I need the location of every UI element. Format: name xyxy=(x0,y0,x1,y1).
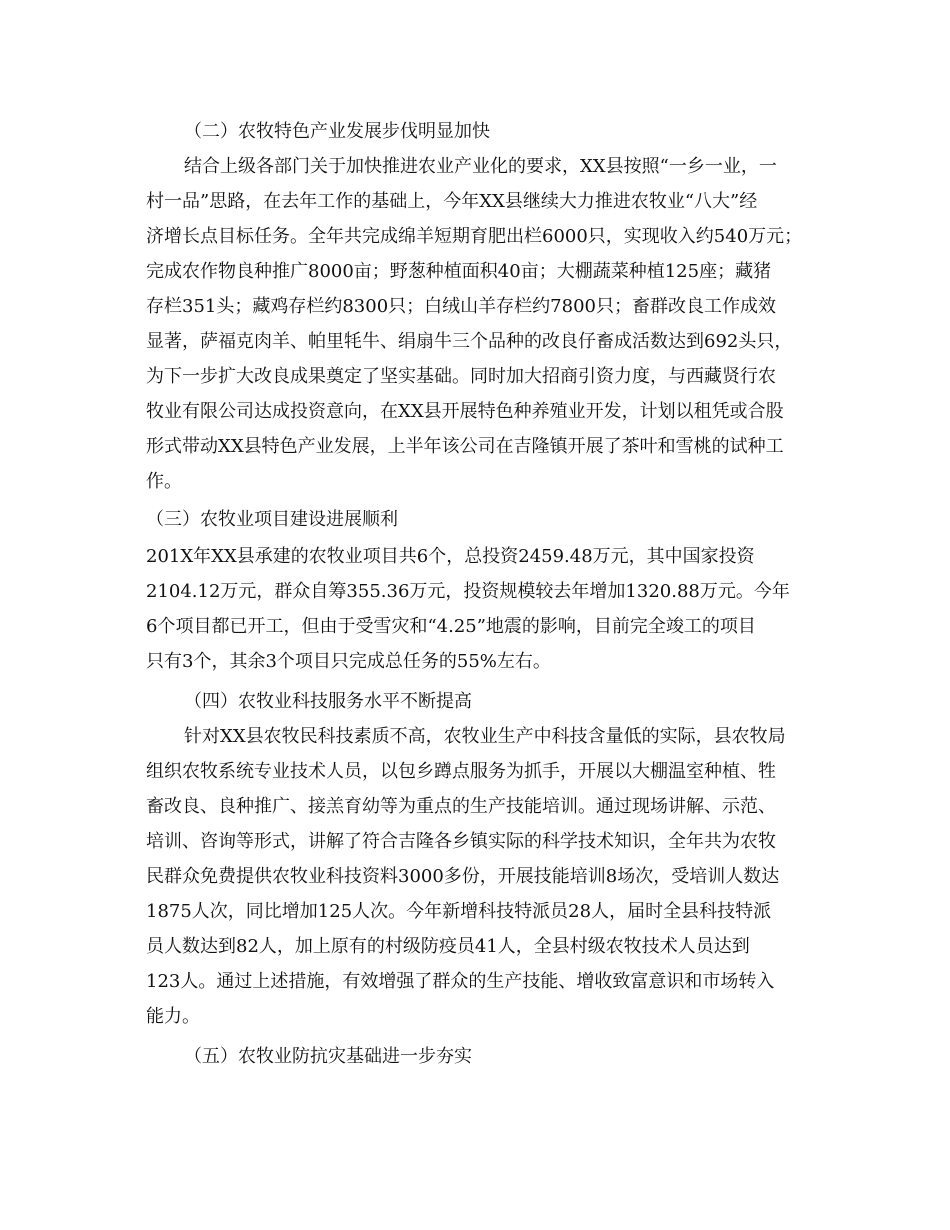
paragraph-line: 为下一步扩大改良成果奠定了坚实基础。同时加大招商引资力度，与西藏贤行农 xyxy=(146,366,776,387)
paragraph-line: 组织农牧系统专业技术人员，以包乡蹲点服务为抓手，开展以大棚温室种植、牲 xyxy=(146,761,776,782)
paragraph-line: （三）农牧业项目建设进展顺利 xyxy=(146,509,398,530)
section-heading-3: 201X年XX县承建的农牧业项目共6个，总投资2459.48万元，其中国家投资 xyxy=(146,546,755,567)
section-heading-2: （二）农牧特色产业发展步伐明显加快 xyxy=(184,121,490,142)
paragraph-line: 村一品”思路，在去年工作的基础上，今年XX县继续大力推进农牧业“八大”经 xyxy=(146,191,758,212)
paragraph-line: 123人。通过上述措施，有效增强了群众的生产技能、增收致富意识和市场转入 xyxy=(146,971,775,992)
section-heading-4: （四）农牧业科技服务水平不断提高 xyxy=(184,691,472,712)
paragraph-line: 形式带动XX县特色产业发展，上半年该公司在吉隆镇开展了茶叶和雪桃的试种工 xyxy=(146,436,784,457)
paragraph-line: 存栏351头；藏鸡存栏约8300只；白绒山羊存栏约7800只；畜群改良工作成效 xyxy=(146,296,776,317)
paragraph-line: 牧业有限公司达成投资意向，在XX县开展特色种养殖业开发，计划以租凭或合股 xyxy=(146,401,784,422)
paragraph-line: 民群众免费提供农牧业科技资料3000多份，开展技能培训8场次，受培训人数达 xyxy=(146,866,780,887)
paragraph-line: 2104.12万元，群众自筹355.36万元，投资规模较去年增加1320.88万元。今年 xyxy=(146,581,790,602)
paragraph-line: 针对XX县农牧民科技素质不高，农牧业生产中科技含量低的实际，县农牧局 xyxy=(184,726,786,747)
paragraph-line: 1875人次，同比增加125人次。今年新增科技特派员28人，届时全县科技特派 xyxy=(146,901,772,922)
paragraph-line: 完成农作物良种推广8000亩；野葱种植面积40亩；大棚蔬菜种植125座；藏猪 xyxy=(146,261,772,282)
paragraph-line: 能力。 xyxy=(146,1006,200,1027)
paragraph-line: 作。 xyxy=(146,471,182,492)
paragraph-line: 结合上级各部门关于加快推进农业产业化的要求，XX县按照“一乡一业，一 xyxy=(184,156,777,177)
paragraph-line: 济增长点目标任务。全年共完成绵羊短期育肥出栏6000只，实现收入约540万元； xyxy=(146,226,803,247)
paragraph-line: 6个项目都已开工，但由于受雪灾和“4.25”地震的影响，目前完全竣工的项目 xyxy=(146,616,756,637)
section-heading-5: （五）农牧业防抗灾基础进一步夯实 xyxy=(184,1046,472,1067)
paragraph-line: 员人数达到82人，加上原有的村级防疫员41人，全县村级农牧技术人员达到 xyxy=(146,936,750,957)
paragraph-line: 只有3个，其余3个项目只完成总任务的55%左右。 xyxy=(146,651,551,672)
paragraph-line: 畜改良、良种推广、接羔育幼等为重点的生产技能培训。通过现场讲解、示范、 xyxy=(146,796,776,817)
paragraph-line: 培训、咨询等形式，讲解了符合吉隆各乡镇实际的科学技术知识，全年共为农牧 xyxy=(146,831,776,852)
paragraph-line: 显著，萨福克肉羊、帕里牦牛、绢扇牛三个品种的改良仔畜成活数达到692头只， xyxy=(146,331,793,352)
